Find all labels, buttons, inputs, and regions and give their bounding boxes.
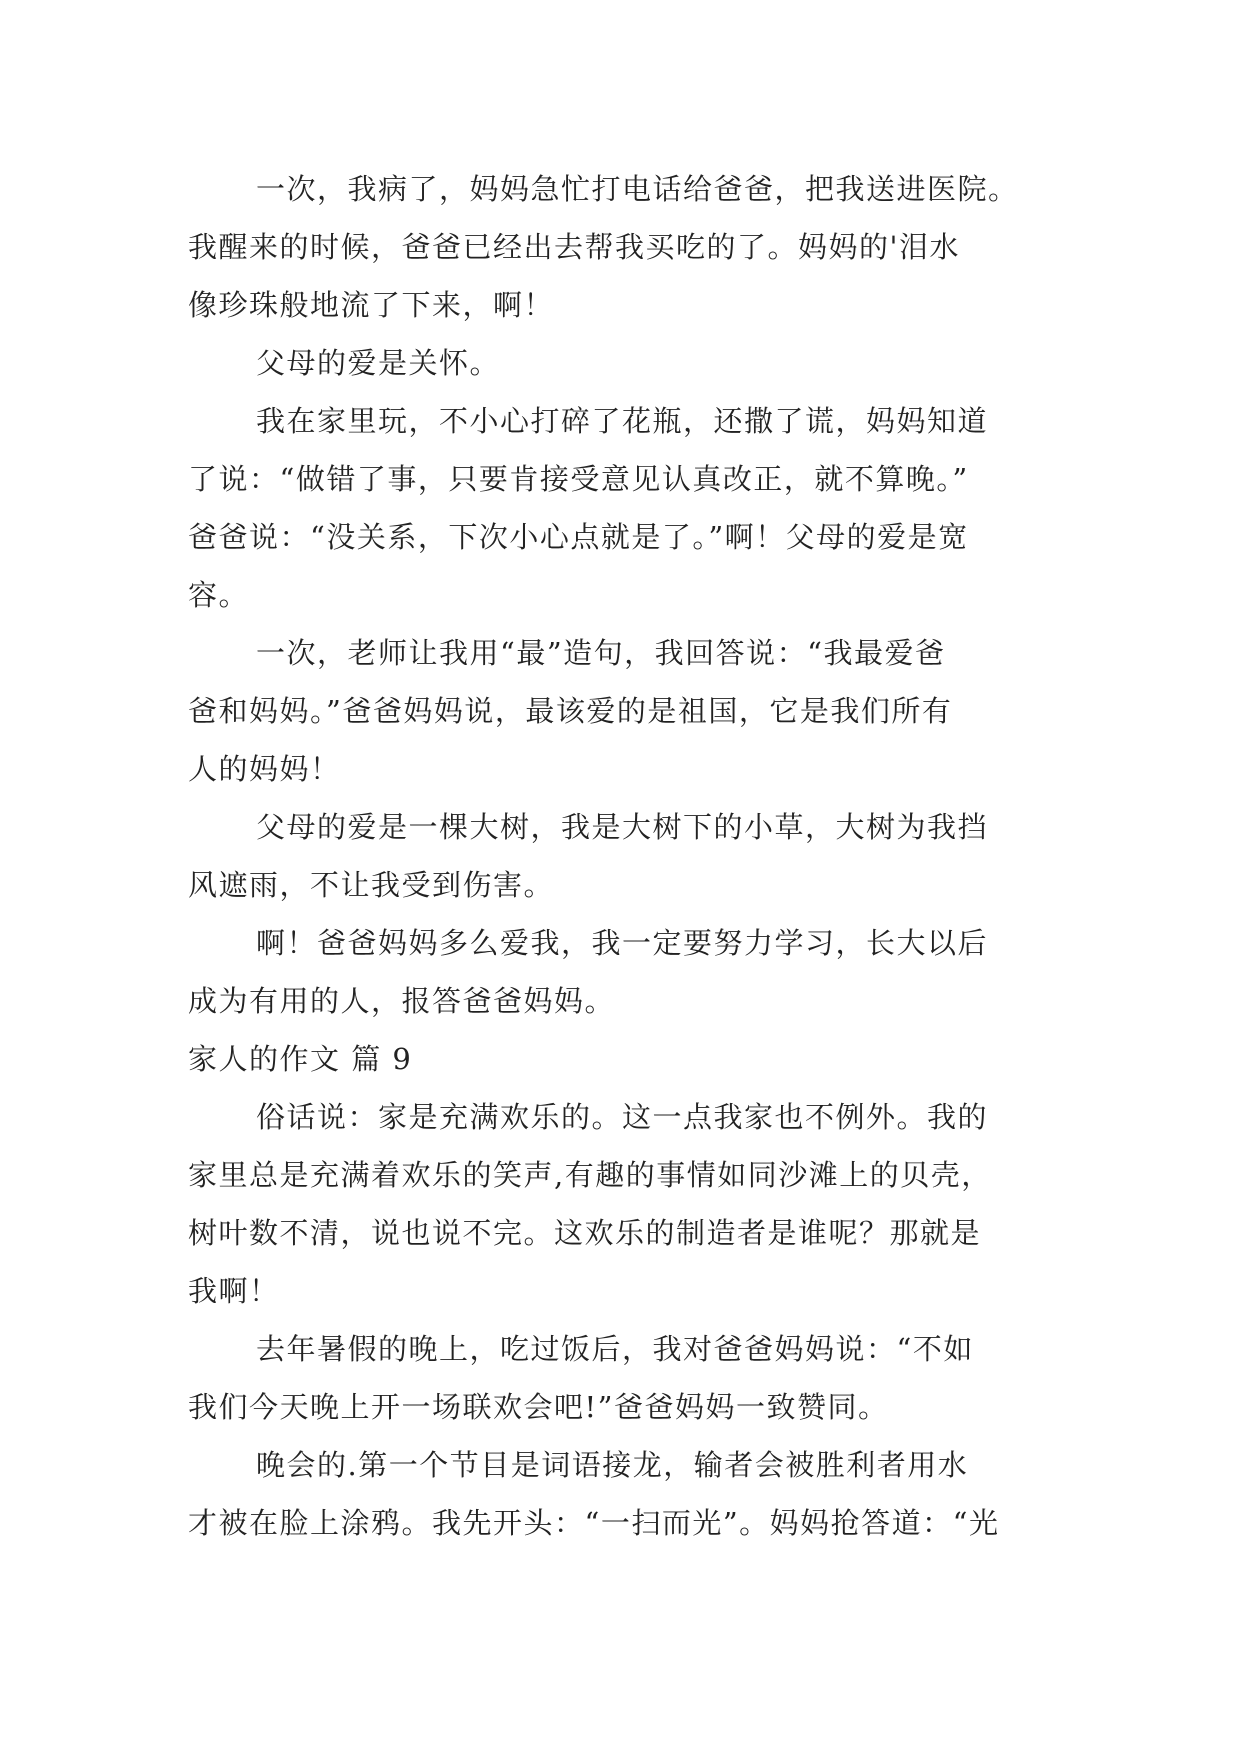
paragraph	[188, 914, 1068, 1030]
text-line: 我在家里玩，不小心打碎了花瓶，还撒了谎，妈妈知道	[256, 404, 989, 438]
text-line: 容。	[188, 578, 250, 612]
text-line: 啊！爸爸妈妈多么爱我，我一定要努力学习，长大以后	[256, 926, 989, 960]
text-line: 一次，老师让我用“最”造句，我回答说：“我最爱爸	[256, 636, 946, 670]
text-line: 我醒来的时候，爸爸已经出去帮我买吃的了。妈妈的'泪水	[188, 230, 960, 264]
text-line: 爸爸说：“没关系，下次小心点就是了。”啊！父母的爱是宽	[188, 520, 969, 554]
text-line: 了说：“做错了事，只要肯接受意见认真改正，就不算晚。”	[188, 462, 969, 496]
paragraph	[188, 160, 1068, 334]
text-line: 晚会的.第一个节目是词语接龙，输者会被胜利者用水	[256, 1448, 969, 1482]
paragraph	[188, 1320, 1068, 1436]
text-line: 风遮雨，不让我受到伤害。	[188, 868, 555, 902]
text-line: 像珍珠般地流了下来，啊！	[188, 288, 555, 322]
text-line: 我啊！	[188, 1274, 280, 1308]
paragraph	[188, 624, 1068, 798]
text-line: 一次，我病了，妈妈急忙打电话给爸爸，把我送进医院。	[256, 172, 1019, 206]
paragraph	[188, 392, 1068, 624]
section-heading: 家人的作文 篇 9	[188, 1042, 413, 1076]
text-line: 俗话说：家是充满欢乐的。这一点我家也不例外。我的	[256, 1100, 989, 1134]
paragraph	[188, 798, 1068, 914]
paragraph	[188, 1436, 1068, 1552]
text-line: 才被在脸上涂鸦。我先开头：“一扫而光”。妈妈抢答道：“光	[188, 1506, 1000, 1540]
text-line: 人的妈妈！	[188, 752, 341, 786]
text-line: 去年暑假的晚上，吃过饭后，我对爸爸妈妈说：“不如	[256, 1332, 974, 1366]
text-line: 树叶数不清，说也说不完。这欢乐的制造者是谁呢？那就是	[188, 1216, 982, 1250]
text-line: 我们今天晚上开一场联欢会吧!”爸爸妈妈一致赞同。	[188, 1390, 889, 1424]
text-line: 父母的爱是一棵大树，我是大树下的小草，大树为我挡	[256, 810, 989, 844]
text-line: 家里总是充满着欢乐的笑声,有趣的事情如同沙滩上的贝壳，	[188, 1158, 992, 1192]
text-line: 成为有用的人，报答爸爸妈妈。	[188, 984, 616, 1018]
paragraph	[188, 1088, 1068, 1320]
paragraph	[188, 334, 1068, 392]
text-line: 父母的爱是关怀。	[256, 346, 501, 380]
text-line: 爸和妈妈。”爸爸妈妈说，最该爱的是祖国，它是我们所有	[188, 694, 953, 728]
document-body	[188, 160, 1068, 1552]
